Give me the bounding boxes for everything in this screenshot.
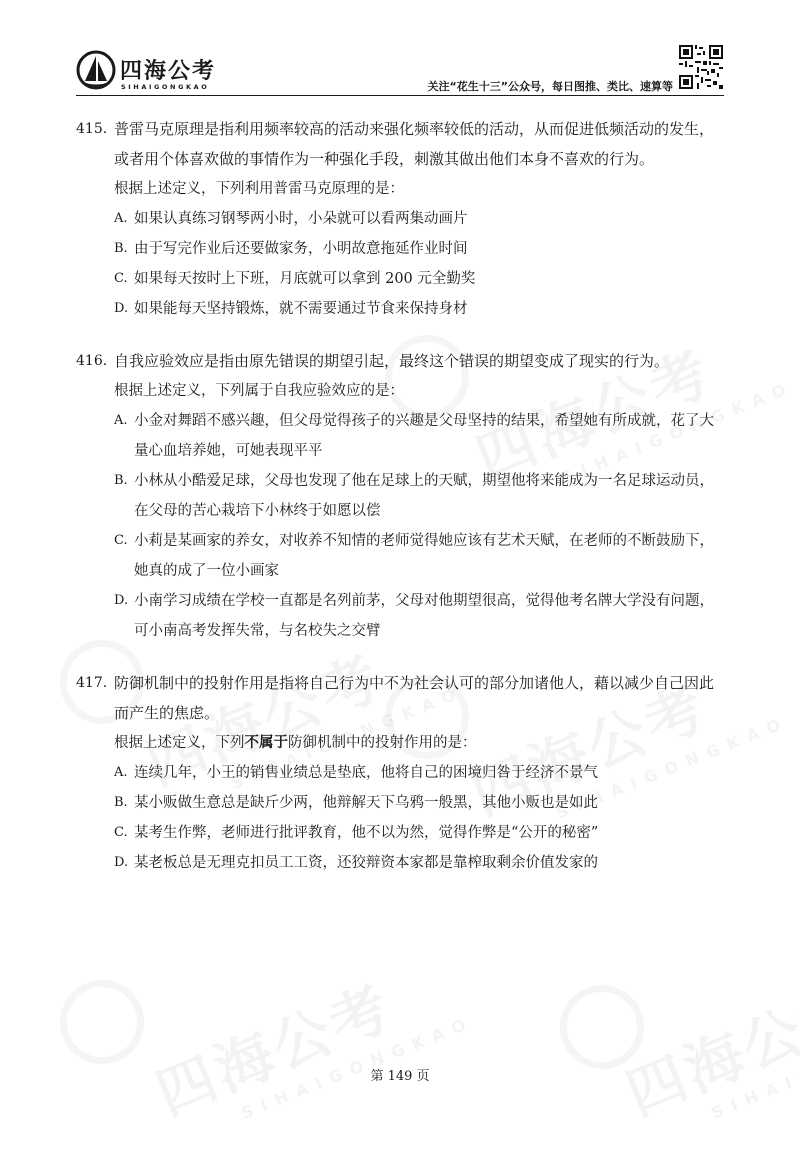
- watermark-logo: [60, 980, 144, 1064]
- question-stem: [76, 668, 726, 728]
- option-a: A. 如果认真练习钢琴两小时，小朵就可以看两集动画片: [114, 211, 468, 227]
- question-stem: [76, 346, 726, 376]
- option-c: C. 某考生作弊，老师进行批评教育，他不以为然，觉得作弊是“公开的秘密”: [114, 825, 599, 841]
- sailboat-logo-icon: [76, 50, 116, 90]
- emphasis-not-belong: 不属于: [244, 734, 288, 751]
- option-b: B. 小林从小酷爱足球，父母也发现了他在足球上的天赋，期望他将来能成为一名足球运动员，在父母的苦心栽培下小林终于如愿以偿: [114, 473, 714, 519]
- option-a: A. 连续几年，小王的销售业绩总是垫底，他将自己的困境归咎于经济不景气: [114, 765, 598, 781]
- question-stem-text: 防御机制中的投射作用是指将自己行为中不为社会认可的部分加诸他人，藉以减少自己因此而产生的焦虑。: [114, 674, 715, 722]
- question-stem-text: 普雷马克原理是指利用频率较高的活动来强化频率较低的活动，从而促进低频活动的发生，或者用个体喜欢做的事情作为一种强化手段，刺激其做出他们本身不喜欢的行为。: [114, 120, 715, 168]
- question-number: 417.: [76, 675, 108, 691]
- question-415: [76, 114, 726, 324]
- question-number: 416.: [76, 353, 108, 369]
- watermark-logo: [560, 985, 644, 1069]
- question-stem: [76, 114, 726, 174]
- question-stem-text: 自我应验效应是指由原先错误的期望引起，最终这个错误的期望变成了现实的行为。: [114, 352, 670, 370]
- option-b: B. 某小贩做生意总是缺斤少两，他辩解天下乌鸦一般黑，其他小贩也是如此: [114, 795, 598, 811]
- question-416: [76, 346, 726, 646]
- question-prompt: 根据上述定义，下列利用普雷马克原理的是：: [114, 181, 404, 197]
- watermark: [612, 934, 800, 1149]
- page-header: [0, 0, 800, 100]
- option-c: C. 小莉是某画家的养女，对收养不知情的老师觉得她应该有艺术天赋，在老师的不断鼓励下，她真的成了一位小画家: [114, 533, 714, 579]
- header-divider: [76, 95, 724, 96]
- question-417: [76, 668, 726, 878]
- brand-subtitle: SIHAIGONGKAO: [121, 83, 210, 91]
- watermark: [142, 934, 476, 1149]
- question-prompt: 根据上述定义，下列属于自我应验效应的是：: [114, 383, 404, 399]
- option-c: C. 如果每天按时上下班，月底就可以拿到 200 元全勤奖: [114, 271, 476, 287]
- option-b: B. 由于写完作业后还要做家务，小明故意拖延作业时间: [114, 241, 468, 257]
- option-d: D. 小南学习成绩在学校一直都是名列前茅，父母对他期望很高，觉得他考名牌大学没有问题，可小南高考发挥失常，与名校失之交臂: [114, 593, 714, 639]
- qr-code-icon: [679, 45, 723, 89]
- brand-name: 四海公考: [120, 59, 217, 84]
- question-number: 415.: [76, 121, 108, 137]
- header-slogan: 关注“花生十三”公众号，每日图推、类比、速算等: [427, 80, 673, 93]
- option-d: D. 如果能每天坚持锻炼，就不需要通过节食来保持身材: [114, 301, 468, 317]
- page-number: 第 149 页: [370, 1069, 430, 1084]
- option-d: D. 某老板总是无理克扣员工工资，还狡辩资本家都是靠榨取剩余价值发家的: [114, 855, 598, 871]
- question-list: [76, 114, 726, 900]
- question-prompt: 根据上述定义，下列不属于防御机制中的投射作用的是：: [114, 734, 477, 751]
- option-a: A. 小金对舞蹈不感兴趣，但父母觉得孩子的兴趣是父母坚持的结果，希望她有所成就，花了大量心血培养她，可她表现平平: [114, 413, 714, 459]
